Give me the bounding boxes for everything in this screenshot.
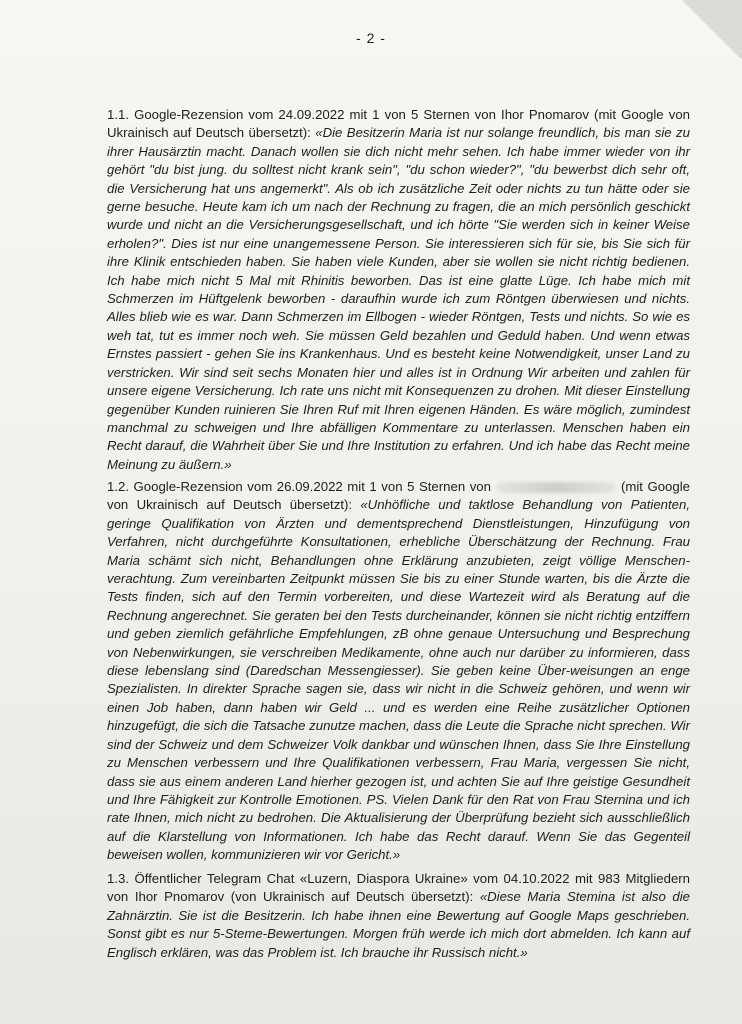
section-1-2-heading: 1.2. Google-Rezension vom 26.09.2022 mit 1 von 5 Sternen von — [107, 479, 491, 494]
section-1-1-heading: 1.1. Google-Rezension vom 24.09.2022 mit 1 von 5 Sternen von Ihor Pnomarov (mit Google von Ukrainisch auf Deutsch übersetzt): — [107, 107, 690, 141]
section-1-3-quote: «Diese Maria Stemina ist also die Zahnärztin. Sie ist die Besitzerin. Ich habe ihnen eine Bewertung auf Google Maps geschrieben. Sonst gibt es nur 5-Steme-Bewertungen. Morgen früh werde ich mich dort abmelden. Ich kann auf Englisch erklären, was das Problem ist. Ich brauche ihr Russisch nicht.» — [107, 889, 691, 960]
section-1-2-heading-cont: (mit Google von Ukrainisch auf Deutsch übersetzt): — [107, 479, 690, 513]
section-1-1 — [107, 106, 690, 474]
section-1-3-heading: 1.3. Öffentlicher Telegram Chat «Luzern, Diaspora Ukraine» vom 04.10.2022 mit 983 Mitgliedern von Ihor Pnomarov (von Ukrainisch auf Deutsch übersetzt): — [107, 871, 690, 905]
section-1-1-quote: «Die Besitzerin Maria ist nur solange freundlich, bis man sie zu ihrer Hausärztin macht. Danach wollen sie dich nicht mehr sehen. Ich habe immer wieder von ihr gehört "du bist jung. du solltest nicht krank sein", "du schon wieder?", "du bewerbst dich sehr oft, die Versicherung hat uns angemerkt". Als ob ich zusätzliche Zeit oder nichts zu tun hätte oder sie gerne besuche. Heute kam ich um nach der Rechnung zu fragen, die an mich persönlich geschickt wurde und nicht an die Versicherungsgesellschaft, und ich hörte "Sie werden sich in keiner Weise erholen?". Dies ist nur eine unangemessene Person. Sie interessieren sich für sie, bis Sie sich für ihre Klinik entschieden haben. Sie haben viele Kunden, aber sie wollen sie nicht richtig bedienen. Ich habe mich nicht 5 Mal mit Rhinitis beworben. Das ist eine glatte Lüge. Ich habe mich mit Schmerzen im Hüftgelenk beworben - daraufhin wurde ich zum Röntgen überwiesen und nichts. Alles blieb wie es war. Dann Schmerzen im Ellbogen - wieder Röntgen, Tests und nichts. So wie es weh tat, tut es immer noch weh. Sie müssen Geld bezahlen und Geduld haben. Und wenn etwas Ernstes passiert - gehen Sie ins Krankenhaus. Und es besteht keine Notwendigkeit, unser Land zu verstricken. Wir sind seit sechs Monaten hier und alles ist in Ordnung Wir arbeiten und zahlen für unsere eigene Versicherung. Ich rate uns nicht mit Konsequenzen zu drohen. Mit dieser Einstellung gegenüber Kunden ruinieren Sie Ihren Ruf mit Ihren eigenen Händen. Es wäre möglich, zumindest manchmal zu schweigen und Ihre abfälligen Kommentare zu unterlassen. Menschen haben ein Recht darauf, die Wahrheit über Sie und Ihre Institution zu erfahren. Und ich habe das Recht meine Meinung zu äußern.» — [107, 125, 690, 472]
section-1-3 — [107, 870, 690, 962]
section-1-2-quote: «Unhöfliche und taktlose Behandlung von Patienten, geringe Qualifikation von Ärzten und dementsprechend Dienstleistungen, Hinzufügung von Verfahren, nicht durchgeführte Konsultationen, erhebliche Überschätzung der Rechnung. Frau Maria schämt sich nicht, Behandlungen ohne Erklärung anzubieten, zeigt völlige Menschen-verachtung. Zum vereinbarten Zeitpunkt müssen Sie bis zu einer Stunde warten, bis die Ärzte die Tests finden, sich auf den Termin vorbereiten, und diese Wartezeit wird als Beratung auf die Rechnung angerechnet. Sie geraten bei den Tests durcheinander, können sie nicht richtig entziffern und geben ziemlich gefährliche Empfehlungen, zB ohne genaue Untersuchung und Besprechung von Nebenwirkungen, sie verschreiben Medikamente, ohne auch nur darüber zu informieren, dass diese lebenslang sind (Daredschan Messengiesser). Sie geben keine Über-weisungen an enge Spezialisten. In direkter Sprache sagen sie, dass wir nicht in die Schweiz gehören, und wenn wir einen Job haben, dann haben wir Geld ... und es werden eine Reihe zusätzlicher Optionen hinzugefügt, die sich die Tatsache zunutze machen, dass die Leute die Sprache nicht sprechen. Wir sind der Schweiz und dem Schweizer Volk dankbar und wünschen Ihnen, dass Sie Ihre Einstellung zu Menschen verbessern und Ihre Qualifikationen verbessern, Frau Maria, vergessen Sie nicht, dass sie aus einem anderen Land hierher gezogen ist, und achten Sie auf Ihre geistige Gesundheit und Ihre Fähigkeit zur Kontrolle Emotionen. PS. Vielen Dank für den Rat von Frau Sternina und ich rate Ihnen, mich nicht zu bedrohen. Die Aktualisierung der Überprüfung bezieht sich ausschließlich auf die Klarstellung von Informationen. Ich habe das Recht darauf. Wenn Sie das Gegenteil beweisen wollen, kommunizieren wir vor Gericht.» — [107, 497, 690, 863]
page-number: - 2 - — [356, 30, 386, 46]
section-1-2 — [107, 478, 690, 865]
redacted-name — [497, 482, 615, 493]
